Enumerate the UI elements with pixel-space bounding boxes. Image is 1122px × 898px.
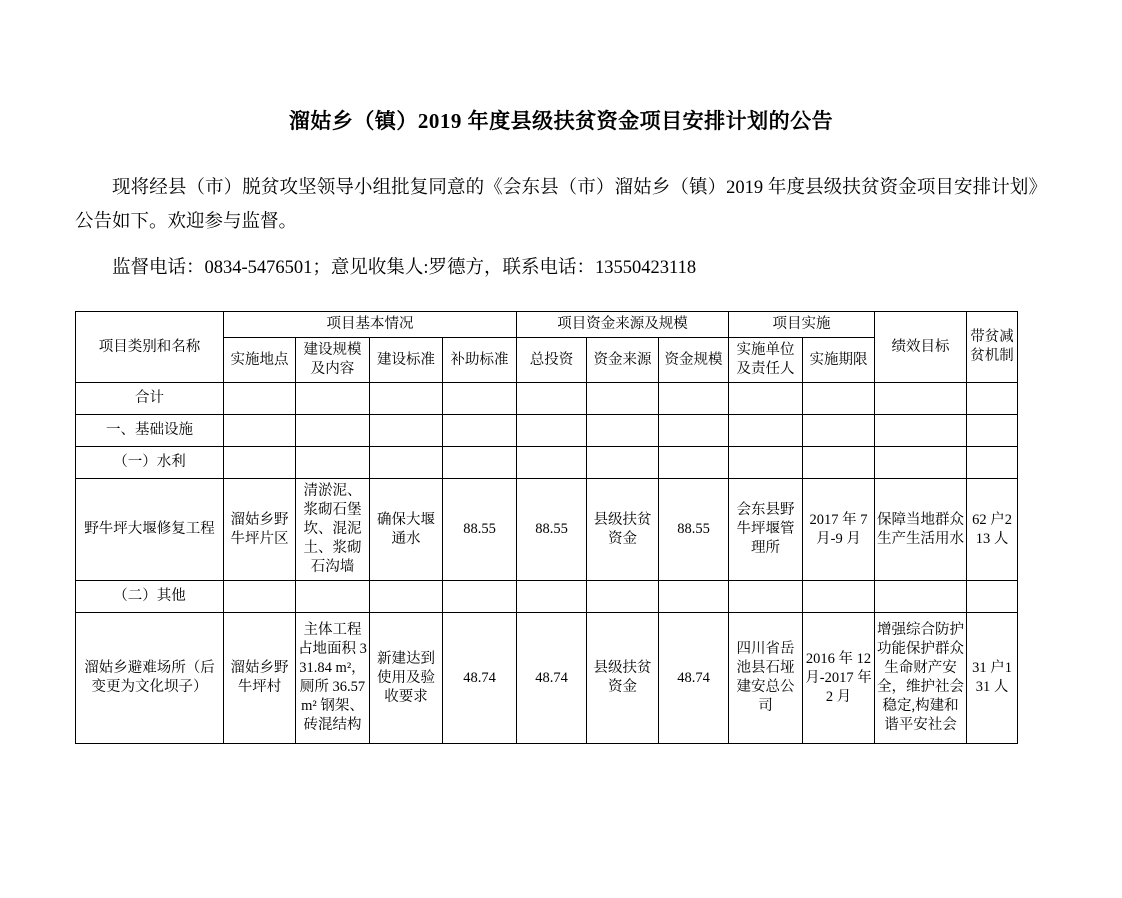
page-title: 溜姑乡（镇）2019 年度县级扶贫资金项目安排计划的公告 — [288, 109, 834, 133]
cell-implementation-period: 2017 年 7 月-9 月 — [803, 479, 875, 581]
contact-paragraph: 监督电话：0834-5476501；意见收集人:罗德方，联系电话：13550423118 — [112, 258, 697, 278]
cell-empty — [370, 415, 443, 447]
cell-empty — [729, 581, 803, 613]
cell-empty — [803, 383, 875, 415]
row-label-subsection-water: （一）水利 — [76, 447, 224, 479]
cell-empty — [517, 383, 587, 415]
cell-empty — [517, 447, 587, 479]
cell-subsidy: 88.55 — [443, 479, 517, 581]
cell-empty — [659, 581, 729, 613]
th-implementation-unit: 实施单位及责任人 — [729, 338, 803, 383]
project-plan-table — [75, 311, 1018, 744]
table-header — [76, 312, 1018, 383]
table-row — [76, 447, 1018, 479]
cell-empty — [224, 415, 296, 447]
row-label-total: 合计 — [76, 383, 224, 415]
cell-empty — [370, 581, 443, 613]
cell-empty — [443, 415, 517, 447]
row-label-section-1: 一、基础设施 — [76, 415, 224, 447]
th-group-implementation: 项目实施 — [729, 312, 875, 338]
cell-empty — [370, 383, 443, 415]
cell-standard: 确保大堰通水 — [370, 479, 443, 581]
th-project-name: 项目类别和名称 — [76, 312, 224, 383]
th-subsidy: 补助标准 — [443, 338, 517, 383]
cell-empty — [875, 383, 967, 415]
cell-location: 溜姑乡野牛坪片区 — [224, 479, 296, 581]
cell-performance-target: 增强综合防护功能保护群众生命财产安全，维护社会稳定,构建和谐平安社会 — [875, 613, 967, 744]
cell-poverty-mechanism: 31 户131 人 — [967, 613, 1018, 744]
cell-empty — [729, 383, 803, 415]
th-standard: 建设标准 — [370, 338, 443, 383]
table-row — [76, 415, 1018, 447]
cell-poverty-mechanism: 62 户213 人 — [967, 479, 1018, 581]
cell-performance-target: 保障当地群众生产生活用水 — [875, 479, 967, 581]
cell-project-name: 溜姑乡避难场所（后变更为文化坝子） — [76, 613, 224, 744]
cell-fund-source: 县级扶贫资金 — [587, 613, 659, 744]
cell-empty — [875, 581, 967, 613]
cell-empty — [296, 383, 370, 415]
cell-scale: 主体工程占地面积 331.84 m²，厕所 36.57 m² 钢架、砖混结构 — [296, 613, 370, 744]
cell-empty — [659, 415, 729, 447]
table-header-row-top — [76, 312, 1018, 338]
cell-fund-source: 县级扶贫资金 — [587, 479, 659, 581]
th-poverty-mechanism: 带贫减贫机制 — [967, 312, 1018, 383]
th-group-funds: 项目资金来源及规模 — [517, 312, 729, 338]
table-row — [76, 383, 1018, 415]
cell-empty — [803, 415, 875, 447]
cell-empty — [729, 415, 803, 447]
cell-subsidy: 48.74 — [443, 613, 517, 744]
cell-empty — [443, 581, 517, 613]
th-scale: 建设规模及内容 — [296, 338, 370, 383]
table-row — [76, 613, 1018, 744]
cell-empty — [587, 581, 659, 613]
cell-empty — [370, 447, 443, 479]
th-performance-target: 绩效目标 — [875, 312, 967, 383]
intro-paragraph: 现将经县（市）脱贫攻坚领导小组批复同意的《会东县（市）溜姑乡（镇）2019 年度县级扶贫资金项目安排计划》公告如下。欢迎参与监督。 — [75, 178, 1047, 232]
cell-implementation-unit: 会东县野牛坪堰管理所 — [729, 479, 803, 581]
cell-empty — [224, 581, 296, 613]
row-label-subsection-other: （二）其他 — [76, 581, 224, 613]
cell-fund-scale: 88.55 — [659, 479, 729, 581]
cell-project-name: 野牛坪大堰修复工程 — [76, 479, 224, 581]
table-row — [76, 581, 1018, 613]
cell-empty — [296, 581, 370, 613]
cell-empty — [967, 383, 1018, 415]
cell-empty — [967, 581, 1018, 613]
cell-implementation-unit: 四川省岳池县石垭建安总公司 — [729, 613, 803, 744]
cell-empty — [296, 447, 370, 479]
table-body — [76, 383, 1018, 744]
cell-implementation-period: 2016 年 12 月-2017 年 2 月 — [803, 613, 875, 744]
cell-empty — [443, 383, 517, 415]
cell-empty — [443, 447, 517, 479]
th-fund-scale: 资金规模 — [659, 338, 729, 383]
th-implementation-period: 实施期限 — [803, 338, 875, 383]
cell-empty — [875, 447, 967, 479]
cell-empty — [587, 415, 659, 447]
cell-empty — [296, 415, 370, 447]
cell-empty — [224, 447, 296, 479]
cell-scale: 清淤泥、浆砌石堡坎、混泥土、浆砌石沟墙 — [296, 479, 370, 581]
th-group-basic: 项目基本情况 — [224, 312, 517, 338]
cell-empty — [517, 581, 587, 613]
cell-location: 溜姑乡野牛坪村 — [224, 613, 296, 744]
cell-empty — [803, 447, 875, 479]
cell-empty — [875, 415, 967, 447]
table-row — [76, 479, 1018, 581]
cell-empty — [803, 581, 875, 613]
cell-empty — [224, 383, 296, 415]
cell-empty — [729, 447, 803, 479]
cell-empty — [659, 383, 729, 415]
document-page — [0, 105, 1122, 898]
cell-empty — [587, 383, 659, 415]
cell-empty — [659, 447, 729, 479]
cell-empty — [517, 415, 587, 447]
cell-empty — [587, 447, 659, 479]
cell-empty — [967, 447, 1018, 479]
cell-standard: 新建达到使用及验收要求 — [370, 613, 443, 744]
cell-fund-scale: 48.74 — [659, 613, 729, 744]
th-fund-source: 资金来源 — [587, 338, 659, 383]
cell-total-investment: 48.74 — [517, 613, 587, 744]
cell-total-investment: 88.55 — [517, 479, 587, 581]
th-location: 实施地点 — [224, 338, 296, 383]
cell-empty — [967, 415, 1018, 447]
th-total-investment: 总投资 — [517, 338, 587, 383]
